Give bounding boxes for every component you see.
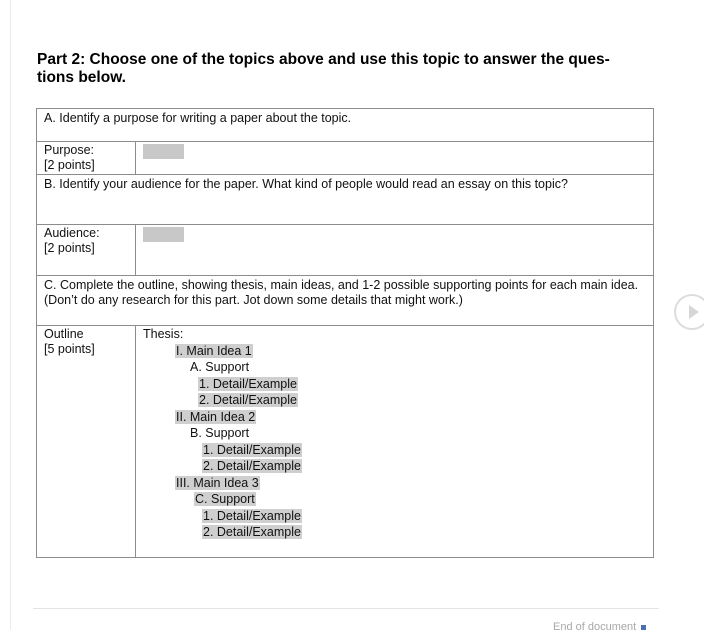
outline-points: [5 points] <box>44 342 95 356</box>
footer-divider <box>33 608 659 609</box>
outline-support-a[interactable] <box>143 360 646 377</box>
outline-detail-3-1[interactable] <box>143 509 646 526</box>
outline-row <box>37 326 653 557</box>
play-icon <box>689 305 699 319</box>
outline-detail-2-1-text: 1. Detail/Example <box>203 442 301 457</box>
outline-main-idea-2[interactable] <box>143 410 646 427</box>
outline-detail-2-2-text: 2. Detail/Example <box>203 459 301 473</box>
outline-support-c[interactable] <box>143 492 646 509</box>
outline-main-idea-3-text: III. Main Idea 3 <box>176 475 259 490</box>
outline-label: Outline <box>44 327 84 341</box>
part-heading-text: Part 2: Choose one of the topics above and use this topic to answer the ques- tions below. <box>37 51 610 86</box>
part-heading <box>37 51 647 87</box>
square-icon <box>641 625 646 630</box>
purpose-label: Purpose: <box>44 143 95 157</box>
outline-detail-1-1-text: 1. Detail/Example <box>199 376 297 391</box>
section-a-prompt-row <box>37 109 653 142</box>
outline-main-idea-1-text: I. Main Idea 1 <box>176 343 252 358</box>
outline-detail-2-1[interactable] <box>143 443 646 460</box>
outline-thesis-text: Thesis: <box>143 327 184 341</box>
outline-support-c-text: C. Support <box>195 492 255 506</box>
document-page <box>10 0 679 633</box>
purpose-answer-field[interactable] <box>143 144 184 159</box>
audience-row <box>37 225 653 276</box>
outline-main-idea-1[interactable] <box>143 344 646 361</box>
audience-label-cell <box>37 225 136 275</box>
outline-thesis[interactable] <box>143 327 646 344</box>
purpose-points: [2 points] <box>44 158 95 172</box>
end-of-document <box>553 621 646 633</box>
outline-support-b-text: B. Support <box>190 426 250 440</box>
outline-detail-1-2[interactable] <box>143 393 646 410</box>
section-c-prompt-row <box>37 276 653 326</box>
outline-support-b[interactable] <box>143 426 646 443</box>
outline-detail-3-2[interactable] <box>143 525 646 542</box>
section-b-prompt-row <box>37 175 653 225</box>
purpose-answer-cell[interactable] <box>136 142 653 174</box>
outline-main-idea-2-text: II. Main Idea 2 <box>176 409 256 424</box>
audience-points: [2 points] <box>44 241 95 255</box>
section-a-prompt: A. Identify a purpose for writing a paper about the topic. <box>44 111 352 125</box>
outline-label-cell <box>37 326 136 557</box>
outline-detail-2-2[interactable] <box>143 459 646 476</box>
audience-label: Audience: <box>44 226 100 240</box>
outline-support-a-text: A. Support <box>190 360 250 374</box>
outline-detail-3-2-text: 2. Detail/Example <box>203 525 301 539</box>
audience-answer-cell[interactable] <box>136 225 653 275</box>
outline-answer-cell[interactable] <box>136 326 653 557</box>
end-of-document-text: End of document <box>553 621 637 633</box>
purpose-row <box>37 142 653 175</box>
next-page-button[interactable] <box>674 294 704 330</box>
purpose-label-cell <box>37 142 136 174</box>
outline-detail-1-1[interactable] <box>143 377 646 394</box>
outline-detail-3-1-text: 1. Detail/Example <box>203 508 301 523</box>
section-b-prompt: B. Identify your audience for the paper. What kind of people would read an essay on this topic? <box>44 177 568 191</box>
section-c-prompt: C. Complete the outline, showing thesis, main ideas, and 1-2 possible supporting points for each main idea. (Don’t do any research for this part. Jot down some details that might work.) <box>44 278 639 307</box>
outline-detail-1-2-text: 2. Detail/Example <box>199 393 297 407</box>
outline-main-idea-3[interactable] <box>143 476 646 493</box>
audience-answer-field[interactable] <box>143 227 184 242</box>
worksheet-table <box>36 108 654 558</box>
